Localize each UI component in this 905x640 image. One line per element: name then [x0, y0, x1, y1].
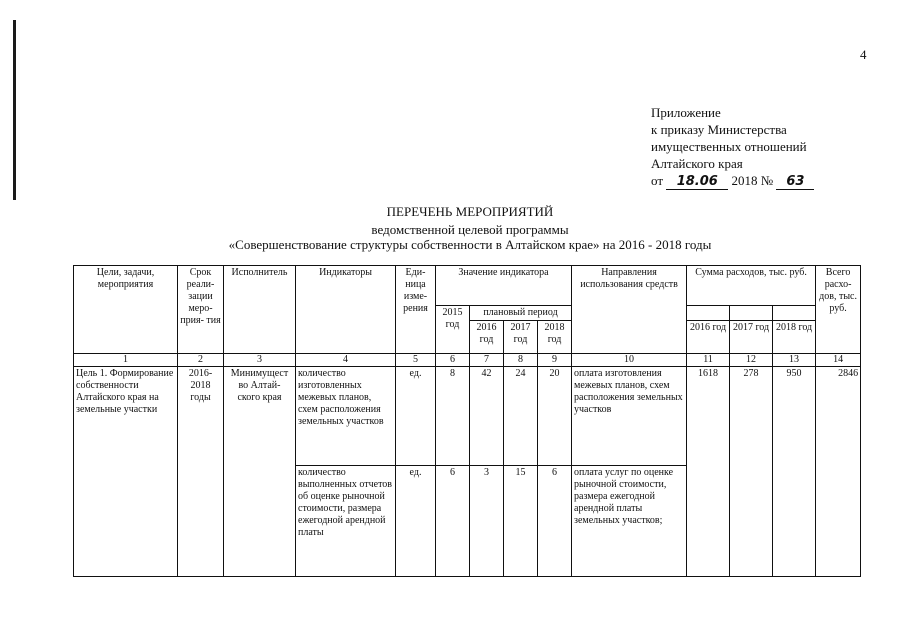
executor-cell: Минимущест во Алтай- ского края	[224, 367, 296, 577]
column-number: 14	[816, 354, 861, 367]
header-term: Срок реали- зации меро- прия- тия	[178, 266, 224, 354]
appendix-line: Алтайского края	[651, 156, 743, 171]
sum-2017-cell: 278	[730, 367, 773, 577]
header-unit: Еди- ница изме- рения	[396, 266, 436, 354]
value-2016-cell: 3	[470, 466, 504, 577]
goal-cell: Цель 1. Формирование собственности Алтайского края на земельные участки	[74, 367, 178, 577]
header-sum: Сумма расходов, тыс. руб.	[687, 266, 816, 306]
column-numbers-row	[74, 354, 861, 367]
value-2016-cell: 42	[470, 367, 504, 466]
unit-cell: ед.	[396, 367, 436, 466]
date-year: 2018 №	[731, 173, 774, 188]
header-directions: Направления использования средств	[572, 266, 687, 354]
indicator-cell: количество выполненных отчетов об оценке рыночной стоимости, размера ежегодной арендной платы	[296, 466, 396, 577]
term-cell: 2016- 2018 годы	[178, 367, 224, 577]
document-subtitle: ведомственной целевой программы	[371, 222, 569, 237]
column-number: 13	[773, 354, 816, 367]
value-2018-cell: 20	[538, 367, 572, 466]
column-number: 11	[687, 354, 730, 367]
value-2017-cell: 24	[504, 367, 538, 466]
header-year-2018: 2018 год	[538, 321, 572, 354]
column-number: 9	[538, 354, 572, 367]
column-number: 10	[572, 354, 687, 367]
indicator-cell: количество изготовленных межевых планов, схем расположения земельных участков	[296, 367, 396, 466]
direction-cell: оплата услуг по оценке рыночной стоимости, размера ежегодной арендной платы земельных участков;	[572, 466, 687, 577]
header-goals: Цели, задачи, мероприятия	[74, 266, 178, 354]
appendix-line: имущественных отношений	[651, 139, 807, 154]
header-year-2016: 2016 год	[470, 321, 504, 354]
appendix-line: к приказу Министерства	[651, 122, 787, 137]
total-cell: 2846	[816, 367, 861, 577]
sum-2018-cell: 950	[773, 367, 816, 577]
header-executor: Исполнитель	[224, 266, 296, 354]
header-year-2017: 2017 год	[504, 321, 538, 354]
header-sum-2017: 2017 год	[730, 321, 773, 354]
column-number: 2	[178, 354, 224, 367]
header-sum-spacer	[773, 306, 816, 321]
header-sum-2018: 2018 год	[773, 321, 816, 354]
direction-cell: оплата изготовления межевых планов, схем расположения земельных участков	[572, 367, 687, 466]
column-number: 4	[296, 354, 396, 367]
column-number: 5	[396, 354, 436, 367]
program-title: «Совершенствование структуры собственности в Алтайском крае» на 2016 - 2018 годы	[228, 237, 712, 252]
date-prefix: от	[651, 173, 664, 188]
column-number: 12	[730, 354, 773, 367]
column-number: 6	[436, 354, 470, 367]
header-sum-spacer	[730, 306, 773, 321]
order-number-handwritten: 63	[776, 175, 814, 190]
appendix-date-line	[651, 172, 814, 190]
column-number: 8	[504, 354, 538, 367]
unit-cell: ед.	[396, 466, 436, 577]
header-total: Всего расхо- дов, тыс. руб.	[816, 266, 861, 354]
column-number: 7	[470, 354, 504, 367]
activities-table	[73, 265, 861, 577]
appendix-line: Приложение	[651, 105, 721, 120]
page-number: 4	[860, 47, 867, 62]
column-number: 3	[224, 354, 296, 367]
document-title: ПЕРЕЧЕНЬ МЕРОПРИЯТИЙ	[386, 204, 554, 219]
column-number: 1	[74, 354, 178, 367]
header-indicators: Индикаторы	[296, 266, 396, 354]
header-plan-period: плановый период	[470, 306, 572, 321]
value-2015-cell: 6	[436, 466, 470, 577]
value-2017-cell: 15	[504, 466, 538, 577]
appendix-block	[651, 104, 814, 190]
sum-2016-cell: 1618	[687, 367, 730, 577]
header-sum-2016: 2016 год	[687, 321, 730, 354]
header-year-2015: 2015 год	[436, 306, 470, 354]
header-sum-spacer	[687, 306, 730, 321]
value-2015-cell: 8	[436, 367, 470, 466]
header-indicator-value: Значение индикатора	[436, 266, 572, 306]
date-handwritten: 18.06	[666, 175, 728, 190]
scan-edge-bar	[13, 20, 16, 200]
table-row	[74, 367, 861, 466]
value-2018-cell: 6	[538, 466, 572, 577]
